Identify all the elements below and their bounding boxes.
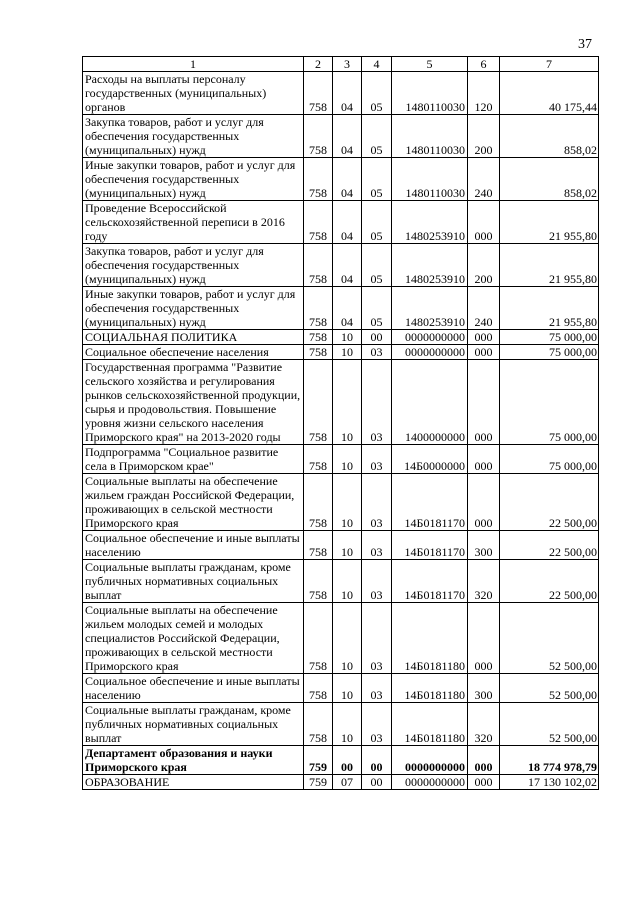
section-code-cell: 10 — [333, 674, 362, 703]
subsection-code-cell: 00 — [362, 330, 392, 345]
subsection-code-cell: 05 — [362, 244, 392, 287]
amount-cell: 52 500,00 — [500, 703, 599, 746]
subsection-code-cell: 05 — [362, 115, 392, 158]
subsection-code-cell: 03 — [362, 345, 392, 360]
target-article-cell: 14Б0181180 — [392, 703, 468, 746]
subsection-code-cell: 03 — [362, 445, 392, 474]
expense-type-cell: 320 — [468, 703, 500, 746]
expense-type-cell: 000 — [468, 330, 500, 345]
department-code-cell: 758 — [304, 115, 333, 158]
section-code-cell: 10 — [333, 330, 362, 345]
target-article-cell: 14Б0181180 — [392, 674, 468, 703]
column-header: 5 — [392, 57, 468, 72]
amount-cell: 75 000,00 — [500, 330, 599, 345]
subsection-code-cell: 03 — [362, 674, 392, 703]
department-code-cell: 758 — [304, 72, 333, 115]
department-code-cell: 758 — [304, 360, 333, 445]
department-code-cell: 758 — [304, 674, 333, 703]
subsection-code-cell: 05 — [362, 201, 392, 244]
department-code-cell: 759 — [304, 746, 333, 775]
department-code-cell: 758 — [304, 158, 333, 201]
table-row — [83, 560, 599, 603]
amount-cell: 75 000,00 — [500, 360, 599, 445]
table-row — [83, 201, 599, 244]
table-row — [83, 72, 599, 115]
section-code-cell: 10 — [333, 360, 362, 445]
table-row — [83, 115, 599, 158]
section-code-cell: 04 — [333, 115, 362, 158]
row-name-cell: Государственная программа "Развитие сельского хозяйства и регулирования рынков сельскохозяйственной продукции, сырья и продовольствия. Повышение уровня жизни сельского населения Приморского края" на 2013-2020 годы — [83, 360, 304, 445]
section-code-cell: 10 — [333, 445, 362, 474]
expense-type-cell: 300 — [468, 531, 500, 560]
row-name-cell: Социальные выплаты гражданам, кроме публичных нормативных социальных выплат — [83, 703, 304, 746]
column-header: 1 — [83, 57, 304, 72]
table-row — [83, 746, 599, 775]
expense-type-cell: 000 — [468, 746, 500, 775]
row-name-cell: Иные закупки товаров, работ и услуг для обеспечения государственных (муниципальных) нужд — [83, 287, 304, 330]
table-row — [83, 158, 599, 201]
subsection-code-cell: 03 — [362, 703, 392, 746]
row-name-cell: Иные закупки товаров, работ и услуг для обеспечения государственных (муниципальных) нужд — [83, 158, 304, 201]
department-code-cell: 758 — [304, 703, 333, 746]
target-article-cell: 14Б0000000 — [392, 445, 468, 474]
subsection-code-cell: 03 — [362, 531, 392, 560]
row-name-cell: Социальное обеспечение и иные выплаты населению — [83, 674, 304, 703]
section-code-cell: 04 — [333, 201, 362, 244]
target-article-cell: 1480253910 — [392, 201, 468, 244]
target-article-cell: 1480110030 — [392, 115, 468, 158]
department-code-cell: 759 — [304, 775, 333, 790]
row-name-cell: Социальные выплаты на обеспечение жильем граждан Российской Федерации, проживающих в сельской местности Приморского края — [83, 474, 304, 531]
target-article-cell: 1400000000 — [392, 360, 468, 445]
table-row — [83, 674, 599, 703]
target-article-cell: 14Б0181170 — [392, 531, 468, 560]
amount-cell: 21 955,80 — [500, 244, 599, 287]
expense-type-cell: 240 — [468, 158, 500, 201]
section-code-cell: 04 — [333, 244, 362, 287]
expense-type-cell: 200 — [468, 244, 500, 287]
page-number: 37 — [578, 37, 592, 52]
target-article-cell: 1480253910 — [392, 244, 468, 287]
target-article-cell: 0000000000 — [392, 775, 468, 790]
department-code-cell: 758 — [304, 330, 333, 345]
row-name-cell: Закупка товаров, работ и услуг для обеспечения государственных (муниципальных) нужд — [83, 115, 304, 158]
section-code-cell: 07 — [333, 775, 362, 790]
section-code-cell: 04 — [333, 72, 362, 115]
expense-type-cell: 000 — [468, 474, 500, 531]
budget-table — [82, 56, 599, 790]
row-name-cell: Расходы на выплаты персоналу государственных (муниципальных) органов — [83, 72, 304, 115]
target-article-cell: 1480110030 — [392, 158, 468, 201]
subsection-code-cell: 03 — [362, 603, 392, 674]
table-row — [83, 360, 599, 445]
amount-cell: 858,02 — [500, 115, 599, 158]
target-article-cell: 14Б0181170 — [392, 474, 468, 531]
amount-cell: 22 500,00 — [500, 474, 599, 531]
department-code-cell: 758 — [304, 287, 333, 330]
expense-type-cell: 000 — [468, 201, 500, 244]
section-code-cell: 00 — [333, 746, 362, 775]
section-code-cell: 10 — [333, 560, 362, 603]
row-name-cell: Социальное обеспечение населения — [83, 345, 304, 360]
department-code-cell: 758 — [304, 603, 333, 674]
amount-cell: 858,02 — [500, 158, 599, 201]
target-article-cell: 0000000000 — [392, 330, 468, 345]
table-row — [83, 603, 599, 674]
department-code-cell: 758 — [304, 244, 333, 287]
amount-cell: 52 500,00 — [500, 674, 599, 703]
section-code-cell: 10 — [333, 603, 362, 674]
department-code-cell: 758 — [304, 531, 333, 560]
row-name-cell: Подпрограмма "Социальное развитие села в Приморском крае" — [83, 445, 304, 474]
row-name-cell: Проведение Всероссийской сельскохозяйственной переписи в 2016 году — [83, 201, 304, 244]
expense-type-cell: 000 — [468, 345, 500, 360]
amount-cell: 75 000,00 — [500, 345, 599, 360]
amount-cell: 22 500,00 — [500, 560, 599, 603]
table-row — [83, 474, 599, 531]
row-name-cell: Департамент образования и науки Приморского края — [83, 746, 304, 775]
target-article-cell: 1480253910 — [392, 287, 468, 330]
table-row — [83, 244, 599, 287]
target-article-cell: 1480110030 — [392, 72, 468, 115]
target-article-cell: 0000000000 — [392, 345, 468, 360]
expense-type-cell: 300 — [468, 674, 500, 703]
target-article-cell: 0000000000 — [392, 746, 468, 775]
department-code-cell: 758 — [304, 560, 333, 603]
row-name-cell: Социальное обеспечение и иные выплаты населению — [83, 531, 304, 560]
table-row — [83, 330, 599, 345]
subsection-code-cell: 05 — [362, 158, 392, 201]
table-row — [83, 775, 599, 790]
expense-type-cell: 000 — [468, 445, 500, 474]
row-name-cell: СОЦИАЛЬНАЯ ПОЛИТИКА — [83, 330, 304, 345]
expense-type-cell: 200 — [468, 115, 500, 158]
amount-cell: 40 175,44 — [500, 72, 599, 115]
section-code-cell: 10 — [333, 531, 362, 560]
department-code-cell: 758 — [304, 474, 333, 531]
section-code-cell: 10 — [333, 345, 362, 360]
column-header: 6 — [468, 57, 500, 72]
column-header: 3 — [333, 57, 362, 72]
table-row — [83, 345, 599, 360]
expense-type-cell: 000 — [468, 603, 500, 674]
table-row — [83, 703, 599, 746]
subsection-code-cell: 03 — [362, 360, 392, 445]
subsection-code-cell: 05 — [362, 287, 392, 330]
table-row — [83, 287, 599, 330]
table-header-row — [83, 57, 599, 72]
row-name-cell: Социальные выплаты гражданам, кроме публичных нормативных социальных выплат — [83, 560, 304, 603]
subsection-code-cell: 00 — [362, 746, 392, 775]
row-name-cell: Социальные выплаты на обеспечение жильем молодых семей и молодых специалистов Российской Федерации, проживающих в сельской местности Приморского края — [83, 603, 304, 674]
department-code-cell: 758 — [304, 201, 333, 244]
column-header: 4 — [362, 57, 392, 72]
section-code-cell: 10 — [333, 474, 362, 531]
subsection-code-cell: 00 — [362, 775, 392, 790]
amount-cell: 22 500,00 — [500, 531, 599, 560]
section-code-cell: 10 — [333, 703, 362, 746]
expense-type-cell: 000 — [468, 775, 500, 790]
expense-type-cell: 120 — [468, 72, 500, 115]
amount-cell: 17 130 102,02 — [500, 775, 599, 790]
row-name-cell: ОБРАЗОВАНИЕ — [83, 775, 304, 790]
subsection-code-cell: 03 — [362, 474, 392, 531]
department-code-cell: 758 — [304, 445, 333, 474]
department-code-cell: 758 — [304, 345, 333, 360]
amount-cell: 21 955,80 — [500, 287, 599, 330]
expense-type-cell: 000 — [468, 360, 500, 445]
table-row — [83, 531, 599, 560]
target-article-cell: 14Б0181180 — [392, 603, 468, 674]
amount-cell: 21 955,80 — [500, 201, 599, 244]
amount-cell: 75 000,00 — [500, 445, 599, 474]
row-name-cell: Закупка товаров, работ и услуг для обеспечения государственных (муниципальных) нужд — [83, 244, 304, 287]
subsection-code-cell: 03 — [362, 560, 392, 603]
amount-cell: 18 774 978,79 — [500, 746, 599, 775]
subsection-code-cell: 05 — [362, 72, 392, 115]
target-article-cell: 14Б0181170 — [392, 560, 468, 603]
column-header: 2 — [304, 57, 333, 72]
section-code-cell: 04 — [333, 287, 362, 330]
amount-cell: 52 500,00 — [500, 603, 599, 674]
expense-type-cell: 240 — [468, 287, 500, 330]
table-row — [83, 445, 599, 474]
column-header: 7 — [500, 57, 599, 72]
section-code-cell: 04 — [333, 158, 362, 201]
expense-type-cell: 320 — [468, 560, 500, 603]
